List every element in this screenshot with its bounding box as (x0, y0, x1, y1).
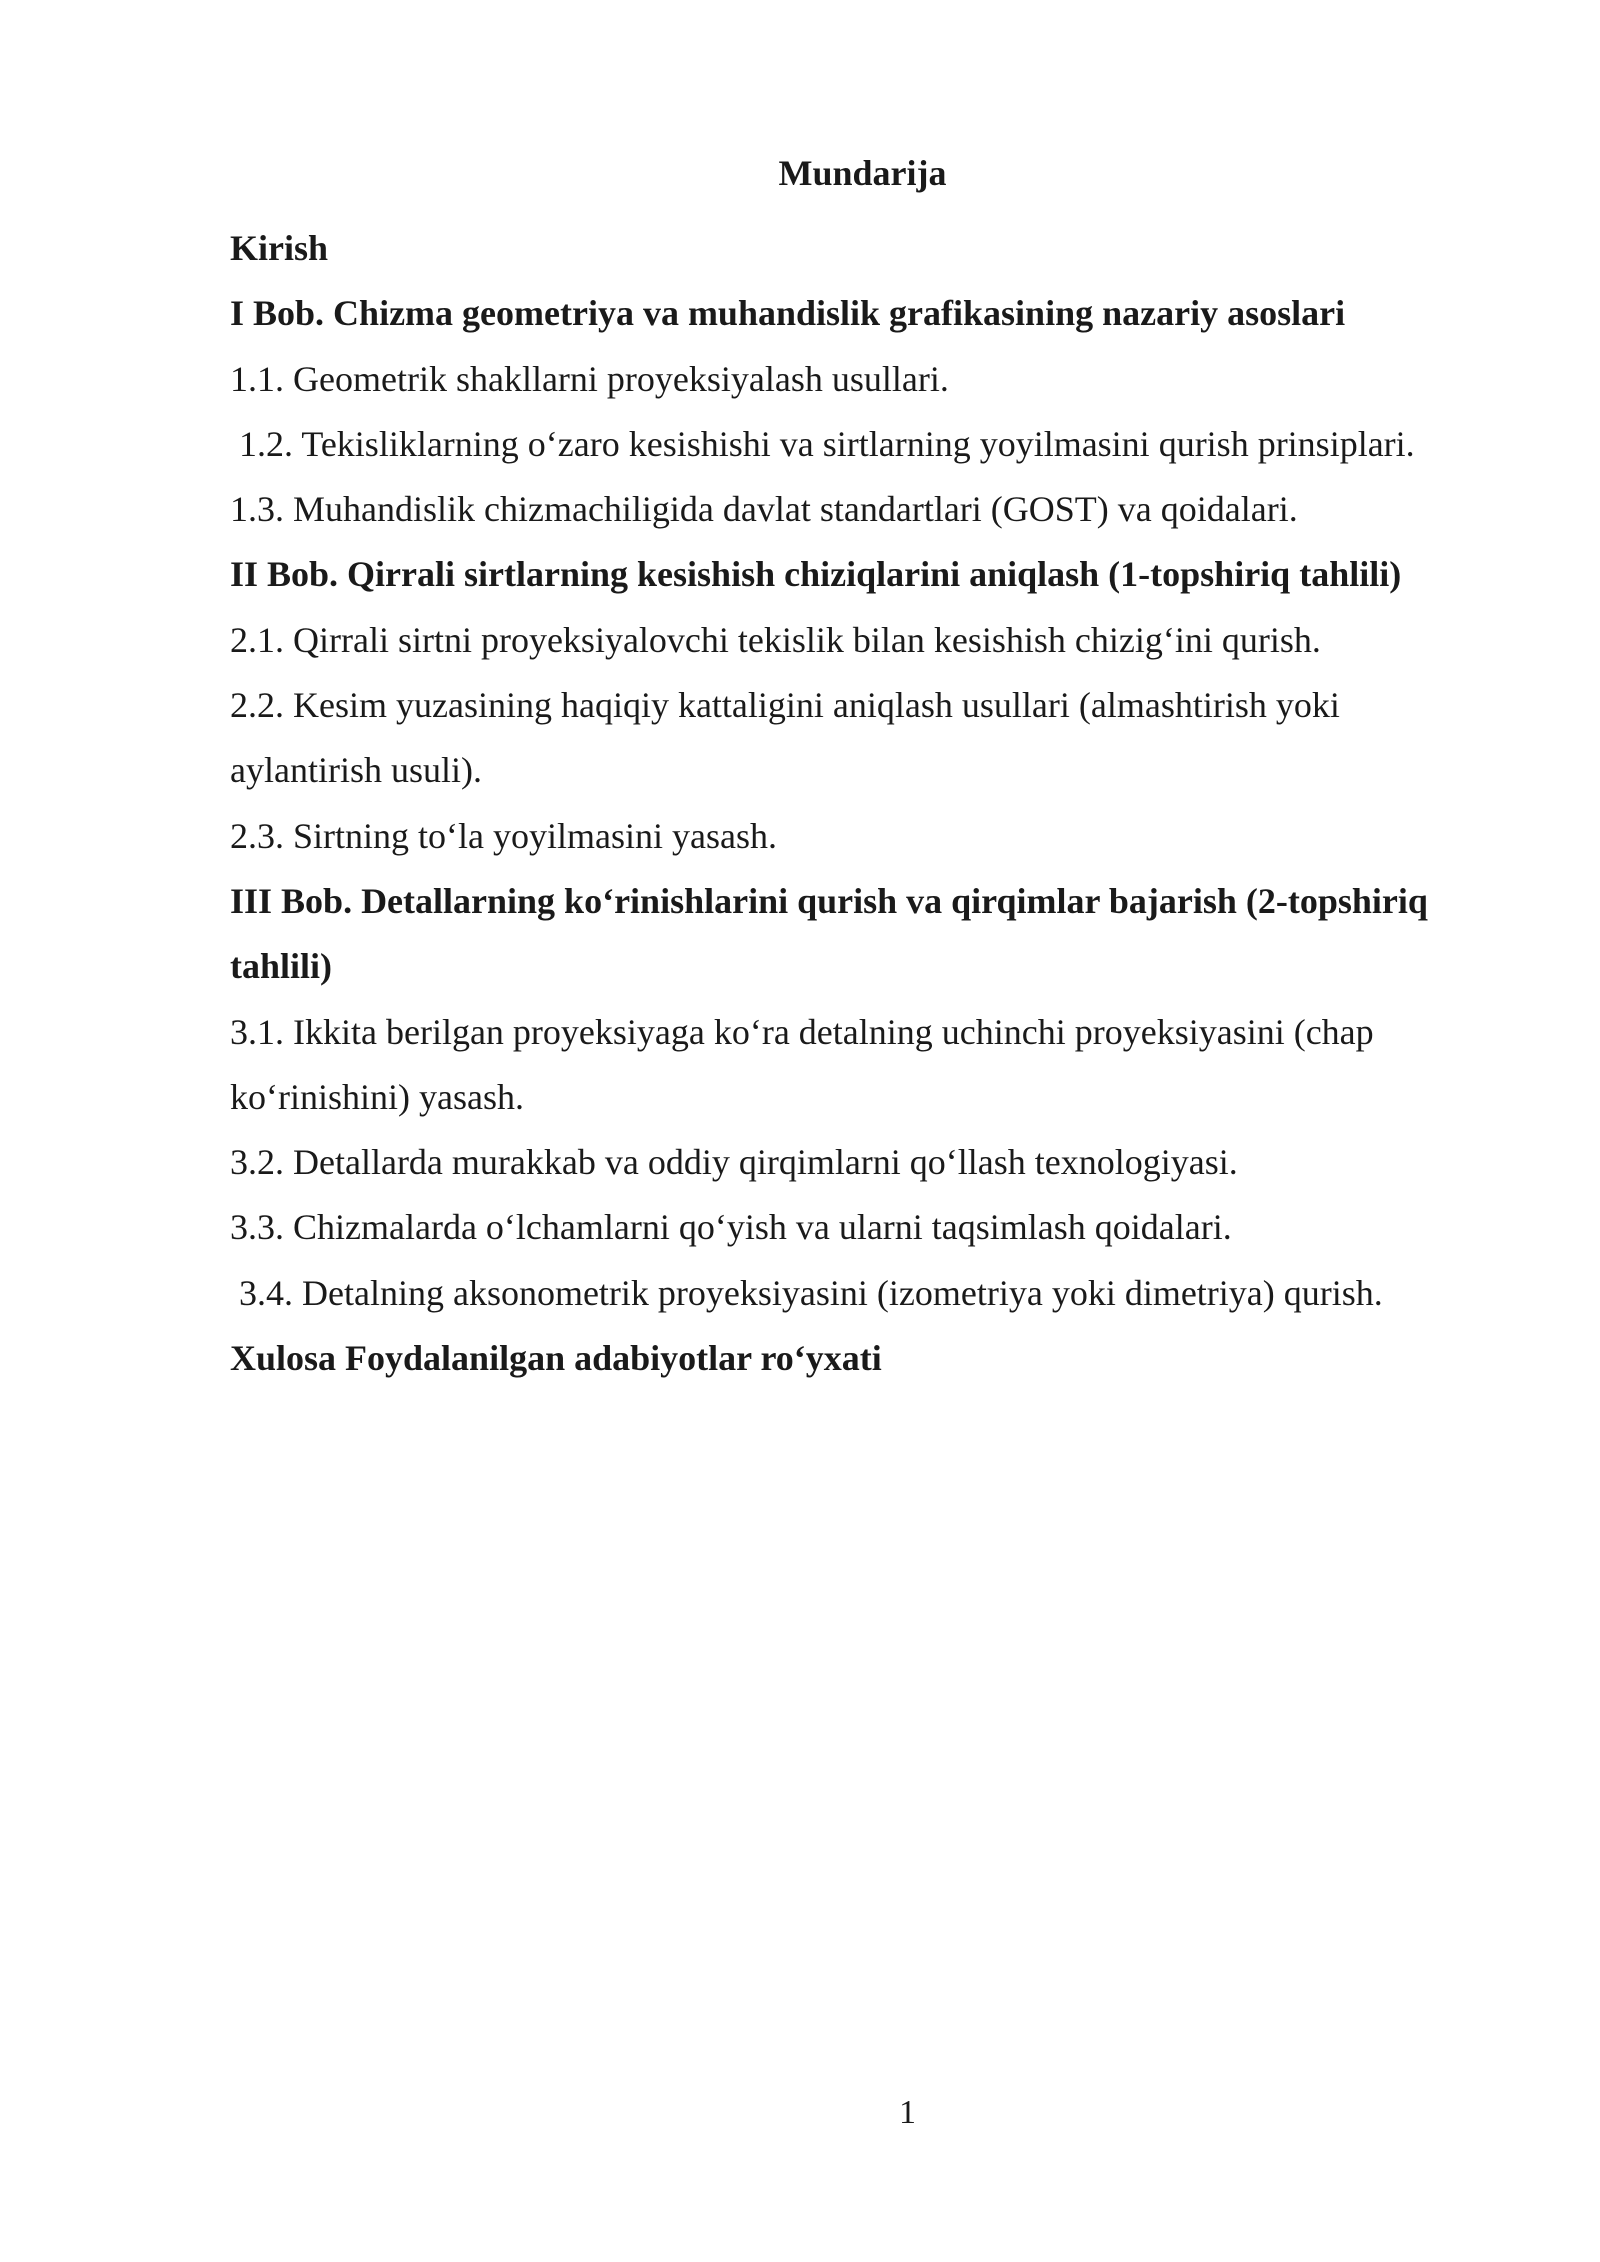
toc-entry: ko‘rinishini) yasash. (230, 1076, 524, 1117)
toc-heading: II Bob. Qirrali sirtlarning kesishish chiziqlarini aniqlash (1-topshiriq tahlili) (230, 554, 1402, 595)
toc-entry: 1.1. Geometrik shakllarni proyeksiyalash usullari. (230, 358, 949, 399)
page-title: Mundarija (778, 153, 947, 193)
toc-entry: 1.3. Muhandislik chizmachiligida davlat standartlari (GOST) va qoidalari. (230, 489, 1298, 530)
table-of-contents (230, 216, 1500, 1391)
toc-heading: Kirish (230, 228, 329, 268)
toc-heading: III Bob. Detallarning ko‘rinishlarini qurish va qirqimlar bajarish (2-topshiriq (230, 880, 1428, 921)
toc-heading: Xulosa Foydalanilgan adabiyotlar ro‘yxati (230, 1338, 882, 1379)
toc-heading: tahlili) (230, 946, 333, 987)
toc-entry: 3.1. Ikkita berilgan proyeksiyaga ko‘ra detalning uchinchi proyeksiyasini (chap (230, 1011, 1374, 1052)
toc-entry: 2.1. Qirrali sirtni proyeksiyalovchi tekislik bilan kesishish chizig‘ini qurish. (230, 619, 1321, 660)
toc-entry: 2.3. Sirtning to‘la yoyilmasini yasash. (230, 815, 777, 856)
toc-heading: I Bob. Chizma geometriya va muhandislik grafikasining nazariy asoslari (230, 293, 1346, 334)
toc-entry: 3.4. Detalning aksonometrik proyeksiyasini (izometriya yoki dimetriya) qurish. (230, 1272, 1383, 1313)
toc-entry: 1.2. Tekisliklarning o‘zaro kesishishi va sirtlarning yoyilmasini qurish prinsiplari. (230, 423, 1415, 464)
toc-entry: 2.2. Kesim yuzasining haqiqiy kattaligini aniqlash usullari (almashtirish yoki (230, 685, 1340, 726)
toc-entry: 3.2. Detallarda murakkab va oddiy qirqimlarni qo‘llash texnologiyasi. (230, 1142, 1238, 1183)
toc-entry: 3.3. Chizmalarda o‘lchamlarni qo‘yish va ularni taqsimlash qoidalari. (230, 1207, 1232, 1248)
page-number: 1 (899, 2094, 916, 2131)
toc-entry: aylantirish usuli). (230, 750, 482, 791)
